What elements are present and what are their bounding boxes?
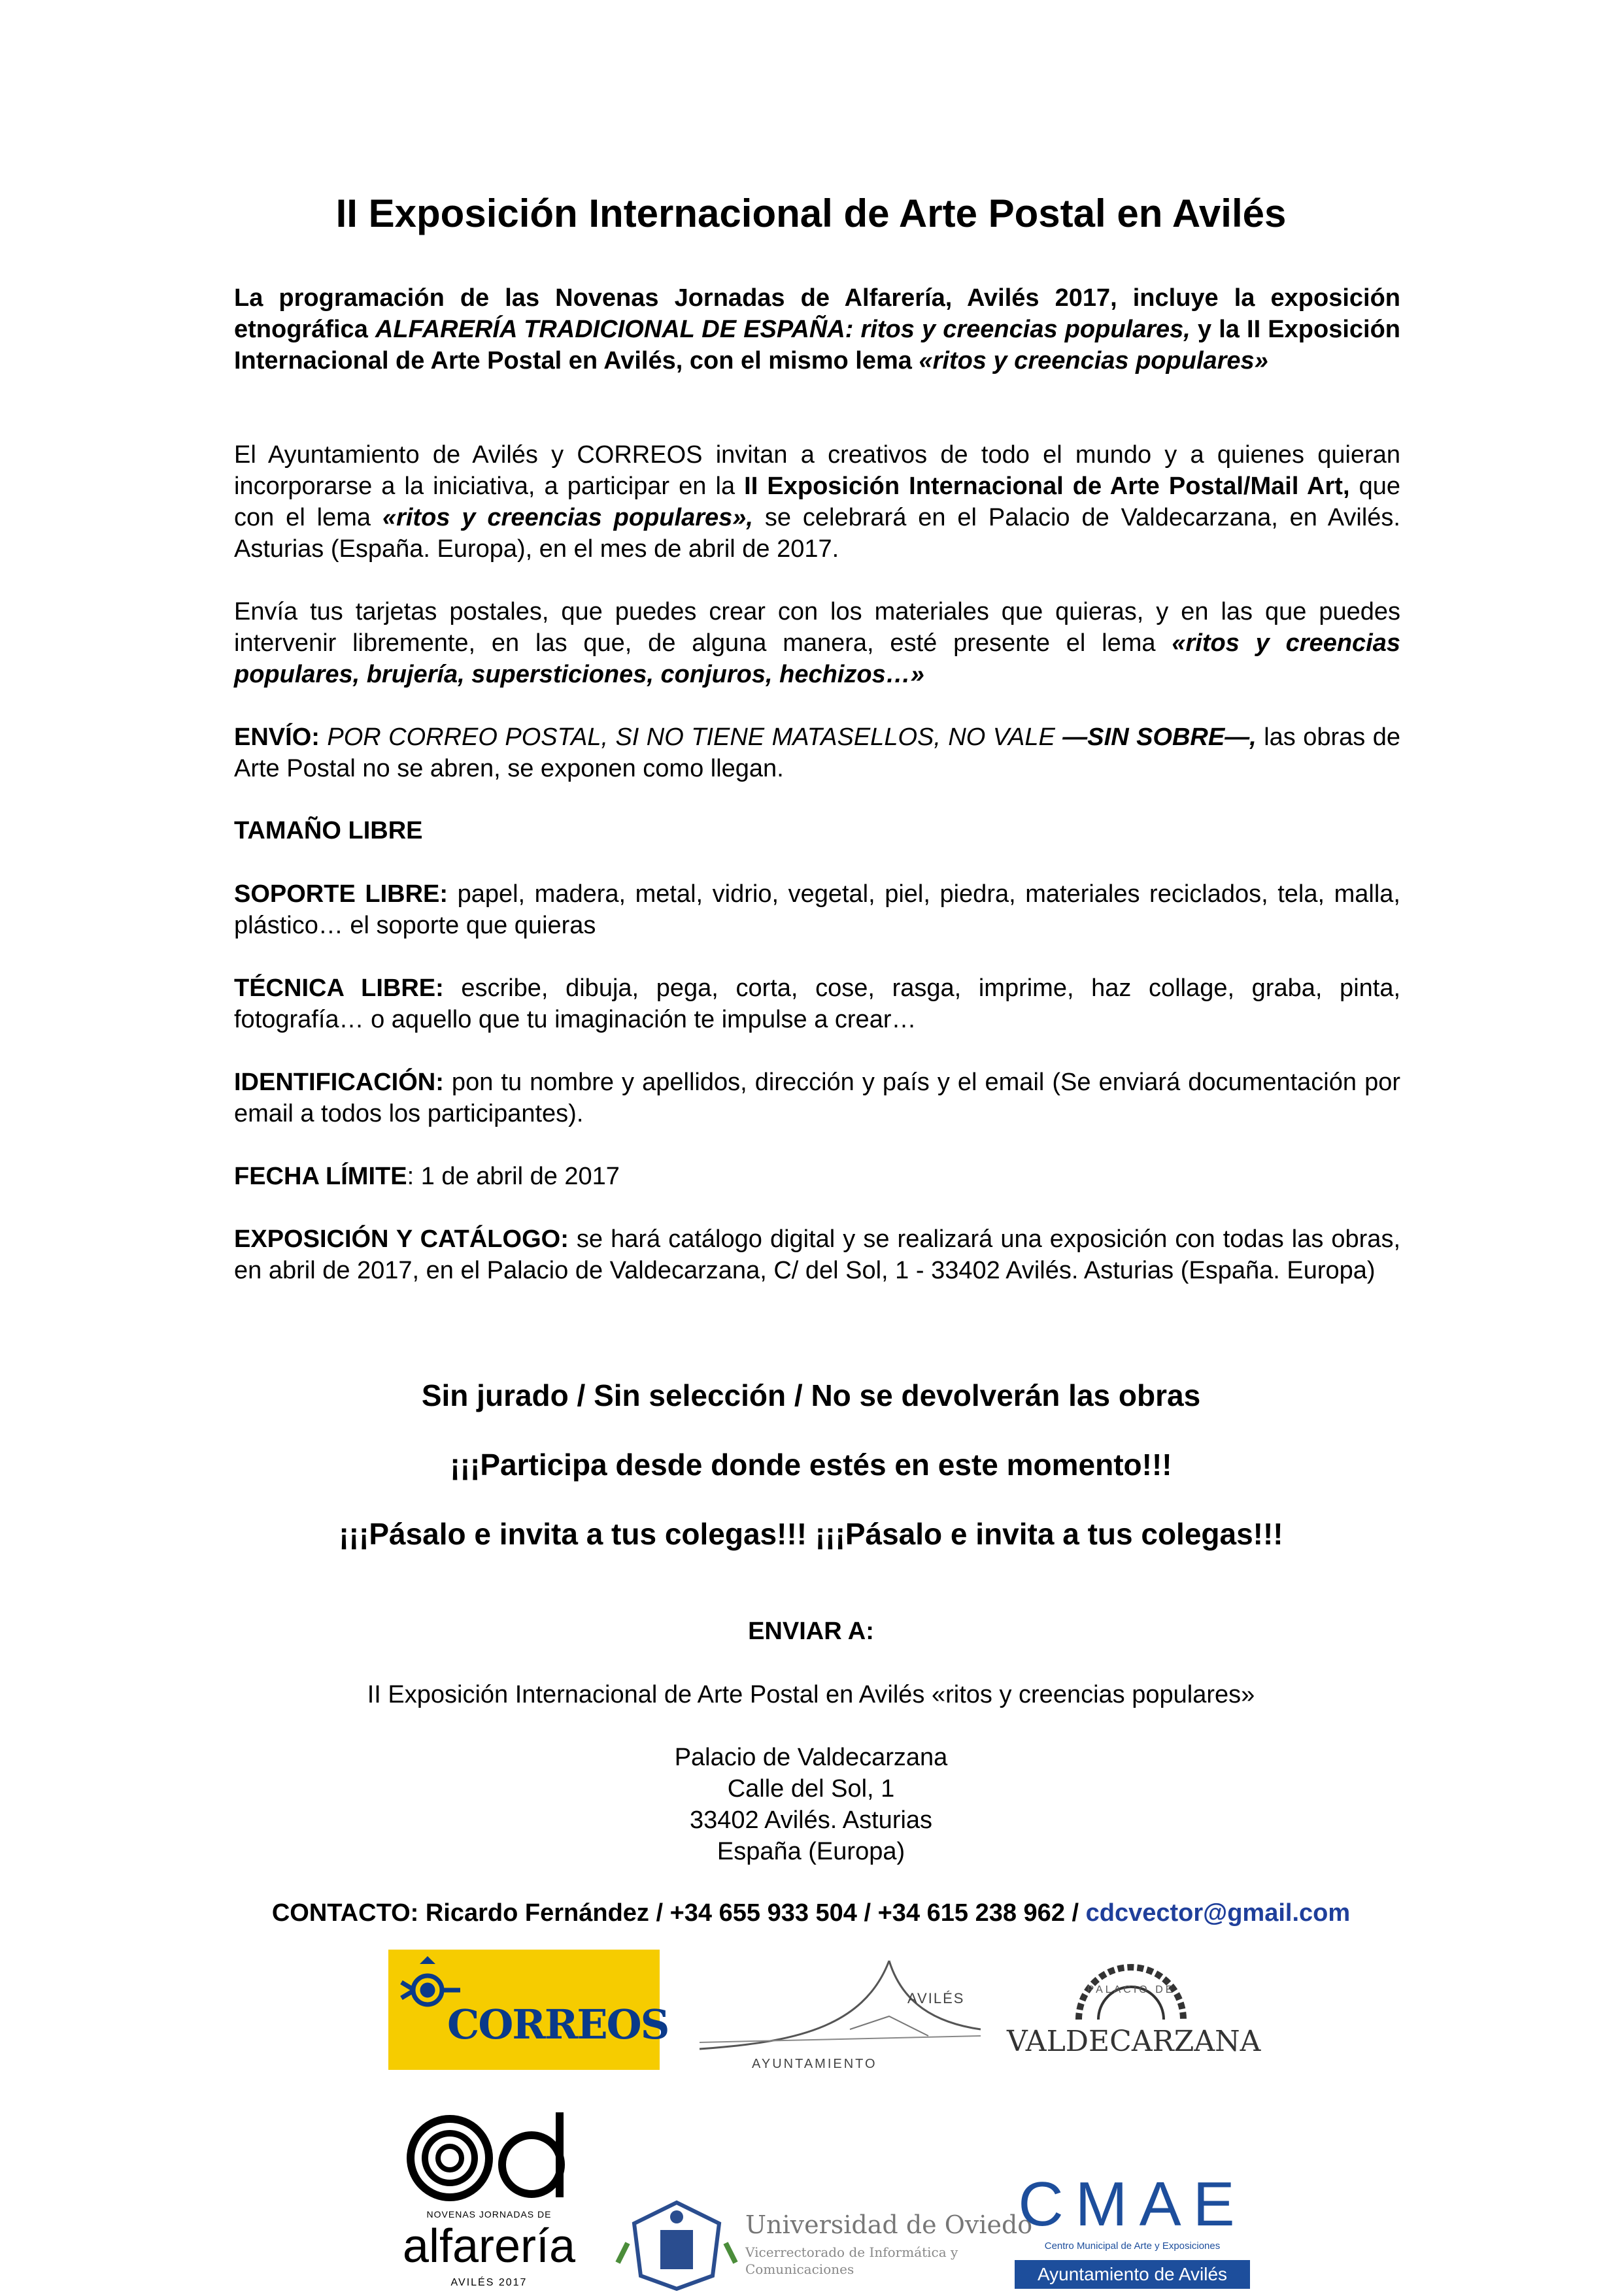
intro-exhibition-title: ALFARERÍA TRADICIONAL DE ESPAÑA: ritos y creencias populares, (375, 316, 1191, 343)
invitation-text-3: se celebrará en el Palacio de Valdecarzana, en Avilés. Asturias (España. Europa), en el mes de abril de 2017. (234, 504, 1400, 563)
intro-paragraph (234, 282, 1400, 376)
tecnica-label: TÉCNICA LIBRE: (234, 974, 444, 1002)
university-crest-icon (615, 2197, 739, 2293)
slogan-no-jury: Sin jurado / Sin selección / No se devolverán las obras (421, 1378, 1201, 1412)
address-line-4: España (Europa) (717, 1838, 905, 1865)
tamano-paragraph (234, 815, 1400, 846)
fecha-paragraph (234, 1161, 1400, 1192)
invitation-exhibition-name: II Exposición Internacional de Arte Postal/Mail Art, (744, 473, 1350, 500)
spiral-logo-icon (391, 2106, 587, 2204)
alfareria-top-text: NOVENAS JORNADAS DE (426, 2209, 552, 2220)
send-cards-paragraph (234, 596, 1400, 690)
address-line-1: Palacio de Valdecarzana (674, 1744, 948, 1771)
envio-paragraph (234, 722, 1400, 784)
palacio-top-text: PALACIO DE (1087, 1984, 1175, 1995)
envio-label: ENVÍO: (234, 724, 320, 751)
slogan-participate: ¡¡¡Participa desde donde estés en este momento!!! (450, 1448, 1172, 1482)
cmae-subtitle: Centro Municipal de Arte y Exposiciones (1044, 2240, 1221, 2252)
correos-wordmark: CORREOS (447, 2001, 669, 2048)
tecnica-paragraph (234, 973, 1400, 1035)
exposicion-text: se hará catálogo digital y se realizará una exposición con todas las obras, en abril de 2017, en el Palacio de Valdecarzana, C/ del Sol, 1 - 33402 Avilés. Asturias (España. Europa) (234, 1225, 1400, 1284)
contact-email-link[interactable]: cdcvector@gmail.com (1085, 1899, 1351, 1927)
fecha-text: : 1 de abril de 2017 (407, 1163, 620, 1190)
cmae-logo (1015, 2169, 1250, 2293)
soporte-paragraph (234, 878, 1400, 941)
universidad-oviedo-logo (615, 2197, 1033, 2293)
envio-no-envelope: —SIN SOBRE—, (1062, 724, 1257, 751)
soporte-label: SOPORTE LIBRE: (234, 880, 448, 908)
alfareria-logo (391, 2106, 587, 2293)
page-title: II Exposición Internacional de Arte Postal en Avilés (335, 191, 1287, 235)
soporte-text: papel, madera, metal, vidrio, vegetal, piel, piedra, materiales reciclados, tela, malla, plástico… el soporte que quieras (234, 880, 1400, 939)
invitation-text: El Ayuntamiento de Avilés y CORREOS invitan a creativos de todo el mundo y a quienes quieran incorporarse a la iniciativa, a participar en la (234, 441, 1400, 500)
contact-line (0, 1899, 1622, 1927)
uniovi-name: Universidad de Oviedo (745, 2210, 1033, 2239)
address-exhibition: II Exposición Internacional de Arte Postal en Avilés «ritos y creencias populares» (367, 1681, 1255, 1708)
alfareria-year-text: AVILÉS 2017 (450, 2277, 528, 2288)
uniovi-sub-2: Comunicaciones (745, 2261, 854, 2277)
uniovi-sub-1: Vicerrectorado de Informática y (745, 2244, 958, 2260)
exposicion-label: EXPOSICIÓN Y CATÁLOGO: (234, 1225, 569, 1253)
fecha-label: FECHA LÍMITE (234, 1163, 407, 1190)
send-cards-text: Envía tus tarjetas postales, que puedes crear con los materiales que quieras, y en las que puedes intervenir libremente, en las que, de alguna manera, esté presente el lema (234, 598, 1400, 657)
send-cards-motto: «ritos y creencias populares, brujería, supersticiones, conjuros, hechizos…» (234, 629, 1400, 688)
invitation-text-2: que con el lema (234, 473, 1401, 531)
intro-text: La programación de las Novenas Jornadas de Alfarería, Avilés 2017, incluye la exposición etnográfica (234, 284, 1400, 343)
cmae-wordmark: CMAE (1018, 2169, 1247, 2239)
valdecarzana-text: VALDECARZANA (1007, 2025, 1261, 2058)
identificacion-label: IDENTIFICACIÓN: (234, 1069, 444, 1096)
tamano-label: TAMAÑO LIBRE (234, 817, 423, 844)
aviles-ayuntamiento-logo (693, 1951, 987, 2082)
envio-text-2: las obras de Arte Postal no se abren, se exponen como llegan. (234, 724, 1400, 782)
address-line-3: 33402 Avilés. Asturias (689, 1806, 933, 1834)
identificacion-text: pon tu nombre y apellidos, dirección y país y el email (Se enviará documentación por email a todos los participantes). (234, 1069, 1400, 1127)
valdecarzana-logo (1007, 1954, 1261, 2072)
slogan-share: ¡¡¡Pásalo e invita a tus colegas!!! ¡¡¡Pásalo e invita a tus colegas!!! (339, 1517, 1283, 1551)
intro-text-2: y la II Exposición Internacional de Arte Postal en Avilés, con el mismo lema (234, 316, 1401, 374)
alfareria-text: alfarería (402, 2220, 576, 2272)
envio-text: POR CORREO POSTAL, SI NO TIENE MATASELLOS, NO VALE (319, 724, 1063, 751)
tecnica-text: escribe, dibuja, pega, corta, cose, rasga, imprime, haz collage, graba, pinta, fotografía… o aquello que tu imaginación te impulse a crear… (234, 974, 1401, 1033)
cmae-band: Ayuntamiento de Avilés (1015, 2260, 1250, 2289)
ayuntamiento-text: AYUNTAMIENTO (752, 2057, 877, 2071)
exposicion-paragraph (234, 1223, 1400, 1286)
invitation-motto: «ritos y creencias populares», (382, 504, 753, 531)
identificacion-paragraph (234, 1067, 1400, 1129)
invitation-paragraph (234, 439, 1400, 565)
address-line-2: Calle del Sol, 1 (727, 1775, 895, 1803)
intro-motto: «ritos y creencias populares» (919, 347, 1268, 374)
send-to-heading: ENVIAR A: (748, 1618, 874, 1645)
contact-text: CONTACTO: Ricardo Fernández / +34 655 933 504 / +34 615 238 962 / (271, 1899, 1086, 1927)
aviles-text: AVILÉS (907, 1990, 965, 2006)
correos-logo (388, 1950, 669, 2070)
